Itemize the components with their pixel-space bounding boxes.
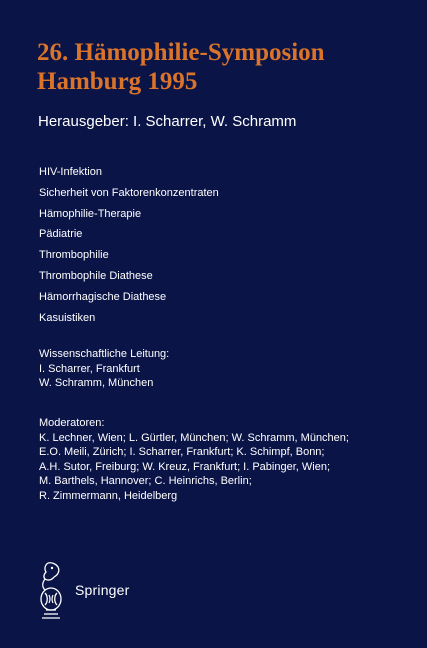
topic-item: Thrombophile Diathese	[39, 269, 153, 282]
springer-chess-knight-icon	[36, 559, 66, 621]
topic-item: Thrombophilie	[39, 249, 109, 262]
topic-item: Pädiatrie	[39, 228, 83, 241]
publisher-name: Springer	[75, 582, 130, 598]
topic-item: Hämophilie-Therapie	[39, 207, 142, 220]
book-title	[37, 38, 325, 96]
moderators-line: R. Zimmermann, Heidelberg	[39, 489, 178, 502]
leadership-line: I. Scharrer, Frankfurt	[39, 362, 140, 375]
topic-item: Sicherheit von Faktorenkonzentraten	[39, 186, 219, 199]
title-line-1: 26. Hämophilie-Symposion	[37, 39, 325, 66]
leadership-line: W. Schramm, München	[39, 377, 154, 390]
moderators-line: E.O. Meili, Zürich; I. Scharrer, Frankfurt; K. Schimpf, Bonn;	[39, 446, 325, 459]
moderators-line: K. Lechner, Wien; L. Gürtler, München; W. Schramm, München;	[39, 431, 349, 444]
moderators-line: A.H. Sutor, Freiburg; W. Kreuz, Frankfurt; I. Pabinger, Wien;	[39, 460, 331, 473]
moderators	[39, 416, 349, 504]
moderators-heading: Moderatoren:	[39, 417, 105, 429]
topic-list	[39, 162, 219, 328]
topic-item: Hämorrhagische Diathese	[39, 290, 167, 303]
moderators-line: M. Barthels, Hannover; C. Heinrichs, Berlin;	[39, 475, 252, 488]
publisher-logo	[36, 559, 130, 621]
leadership-heading: Wissenschaftliche Leitung:	[39, 348, 170, 360]
scientific-leadership	[39, 347, 169, 391]
topic-item: HIV-Infektion	[39, 166, 102, 178]
editors-line: Herausgeber: I. Scharrer, W. Schramm	[38, 113, 297, 130]
title-line-2: Hamburg 1995	[37, 68, 198, 95]
topic-item: Kasuistiken	[39, 311, 96, 324]
